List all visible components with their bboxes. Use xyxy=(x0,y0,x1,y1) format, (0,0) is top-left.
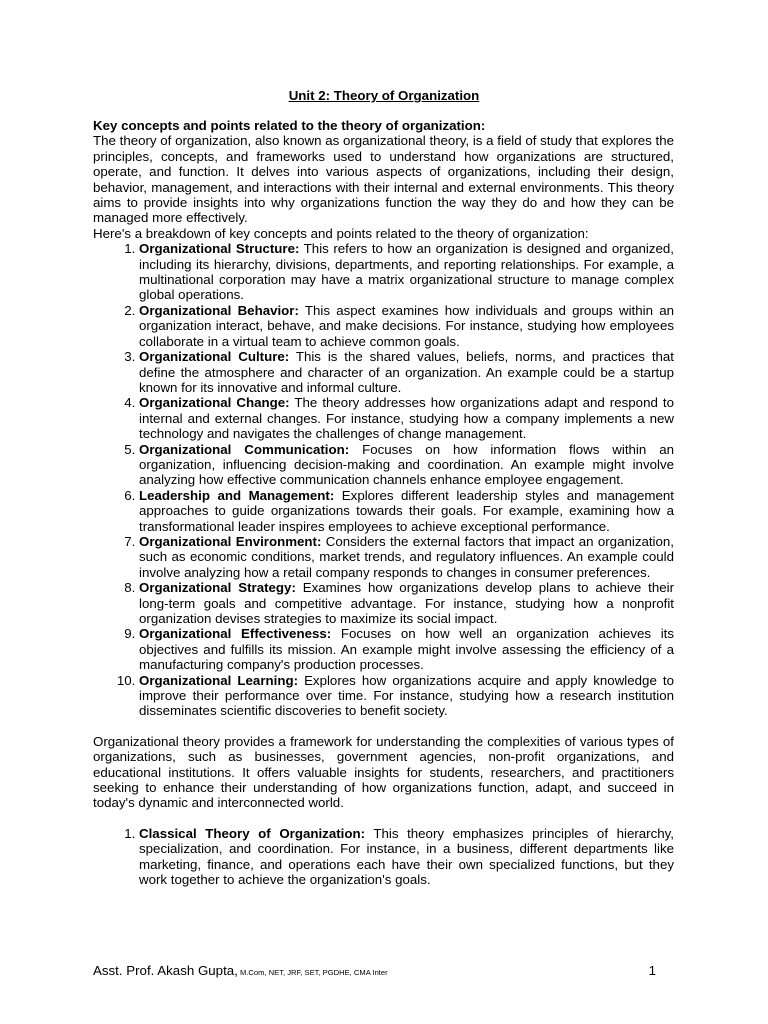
list-item xyxy=(139,580,674,626)
concept-text: Explores how organizations acquire and apply knowledge to improve their performance over time. For instance, studying how a research institution disseminates scientific discoveries to benefit society. xyxy=(139,672,674,719)
breakdown-intro: Here's a breakdown of key concepts and points related to the theory of organization: xyxy=(93,225,589,241)
concepts-list xyxy=(93,241,674,719)
list-item xyxy=(139,395,674,441)
concept-term: Organizational Learning: xyxy=(139,672,298,688)
list-item xyxy=(139,303,674,349)
theory-text: This theory emphasizes principles of hierarchy, specialization, and coordination. For instance, in a business, different departments like marketing, finance, and operations each have their own specialized functions, but they work together to achieve the organization's goals. xyxy=(139,825,674,888)
list-item xyxy=(139,442,674,488)
list-item xyxy=(139,534,674,580)
concept-text: This refers to how an organization is designed and organized, including its hierarchy, divisions, departments, and reporting relationships. For example, a multinational corporation may have a matrix organizational structure to manage complex global operations. xyxy=(139,241,674,303)
concept-text: This aspect examines how individuals and groups within an organization interact, behave, and make decisions. For instance, studying how employees collaborate in a virtual team to achieve common goals. xyxy=(139,302,674,349)
concept-term: Organizational Change: xyxy=(139,395,290,411)
concept-term: Leadership and Management: xyxy=(139,487,335,503)
concept-term: Organizational Effectiveness: xyxy=(139,626,332,642)
concept-term: Organizational Culture: xyxy=(139,349,290,365)
concept-text: Examines how organizations develop plans to achieve their long-term goals and competitive advantage. For instance, studying how a nonprofit organization devises strategies to maximize its social impact. xyxy=(139,580,674,626)
concept-text: Explores different leadership styles and management approaches to guide organizations towards their goals. For example, examining how a transformational leader inspires employees to achieve exceptional performance. xyxy=(139,487,674,534)
page-number: 1 xyxy=(648,963,656,978)
footer-author: Asst. Prof. Akash Gupta, xyxy=(93,963,238,978)
concept-text: Considers the external factors that impact an organization, such as economic conditions, market trends, and regulatory influences. An example could involve analyzing how a retail company responds to changes in consumer preferences. xyxy=(139,533,674,580)
intro-paragraph: The theory of organization, also known as organizational theory, is a field of study that explores the principles, concepts, and frameworks used to understand how organizations are structured, operate, and function. It delves into various aspects of organizations, including their design, behavior, management, and interactions with their internal and external environments. This theory aims to provide insights into why organizations function the way they do and how they can be managed more effectively. xyxy=(93,133,674,226)
theories-list xyxy=(93,826,674,888)
document-body xyxy=(93,118,674,888)
concept-text: Focuses on how well an organization achieves its objectives and fulfills its mission. An example might involve assessing the efficiency of a manufacturing company's production processes. xyxy=(139,626,674,673)
list-item xyxy=(139,673,674,719)
list-item xyxy=(139,826,674,888)
page-footer xyxy=(93,963,656,980)
concept-term: Organizational Communication: xyxy=(139,441,350,457)
summary-paragraph: Organizational theory provides a framework for understanding the complexities of various types of organizations, such as businesses, government agencies, non-profit organizations, and educational institutions. It offers valuable insights for students, researchers, and practitioners seeking to enhance their understanding of how organizations function, adapt, and succeed in today's dynamic and interconnected world. xyxy=(93,733,674,811)
section-heading: Key concepts and points related to the theory of organization: xyxy=(93,118,486,133)
concept-text: This is the shared values, beliefs, norms, and practices that define the atmosphere and character of an organization. An example could be a startup known for its innovative and informal culture. xyxy=(139,349,675,395)
footer-credentials: M.Com, NET, JRF, SET, PGDHE, CMA Inter xyxy=(237,968,388,977)
concept-term: Organizational Environment: xyxy=(139,533,322,549)
concept-text: The theory addresses how organizations adapt and respond to internal and external changes. For instance, studying how a company implements a new technology and navigates the challenges of change management. xyxy=(139,395,674,442)
list-item xyxy=(139,241,674,303)
concept-term: Organizational Structure: xyxy=(139,241,300,257)
theory-term: Classical Theory of Organization: xyxy=(139,825,366,841)
page-title: Unit 2: Theory of Organization xyxy=(288,88,480,103)
list-item xyxy=(139,349,674,395)
list-item xyxy=(139,488,674,534)
list-item xyxy=(139,626,674,672)
concept-text: Focuses on how information flows within an organization, influencing decision-making and coordination. An example might involve analyzing how effective communication channels enhance employee engagement. xyxy=(139,441,674,488)
concept-term: Organizational Strategy: xyxy=(139,580,296,596)
concept-term: Organizational Behavior: xyxy=(139,302,299,318)
